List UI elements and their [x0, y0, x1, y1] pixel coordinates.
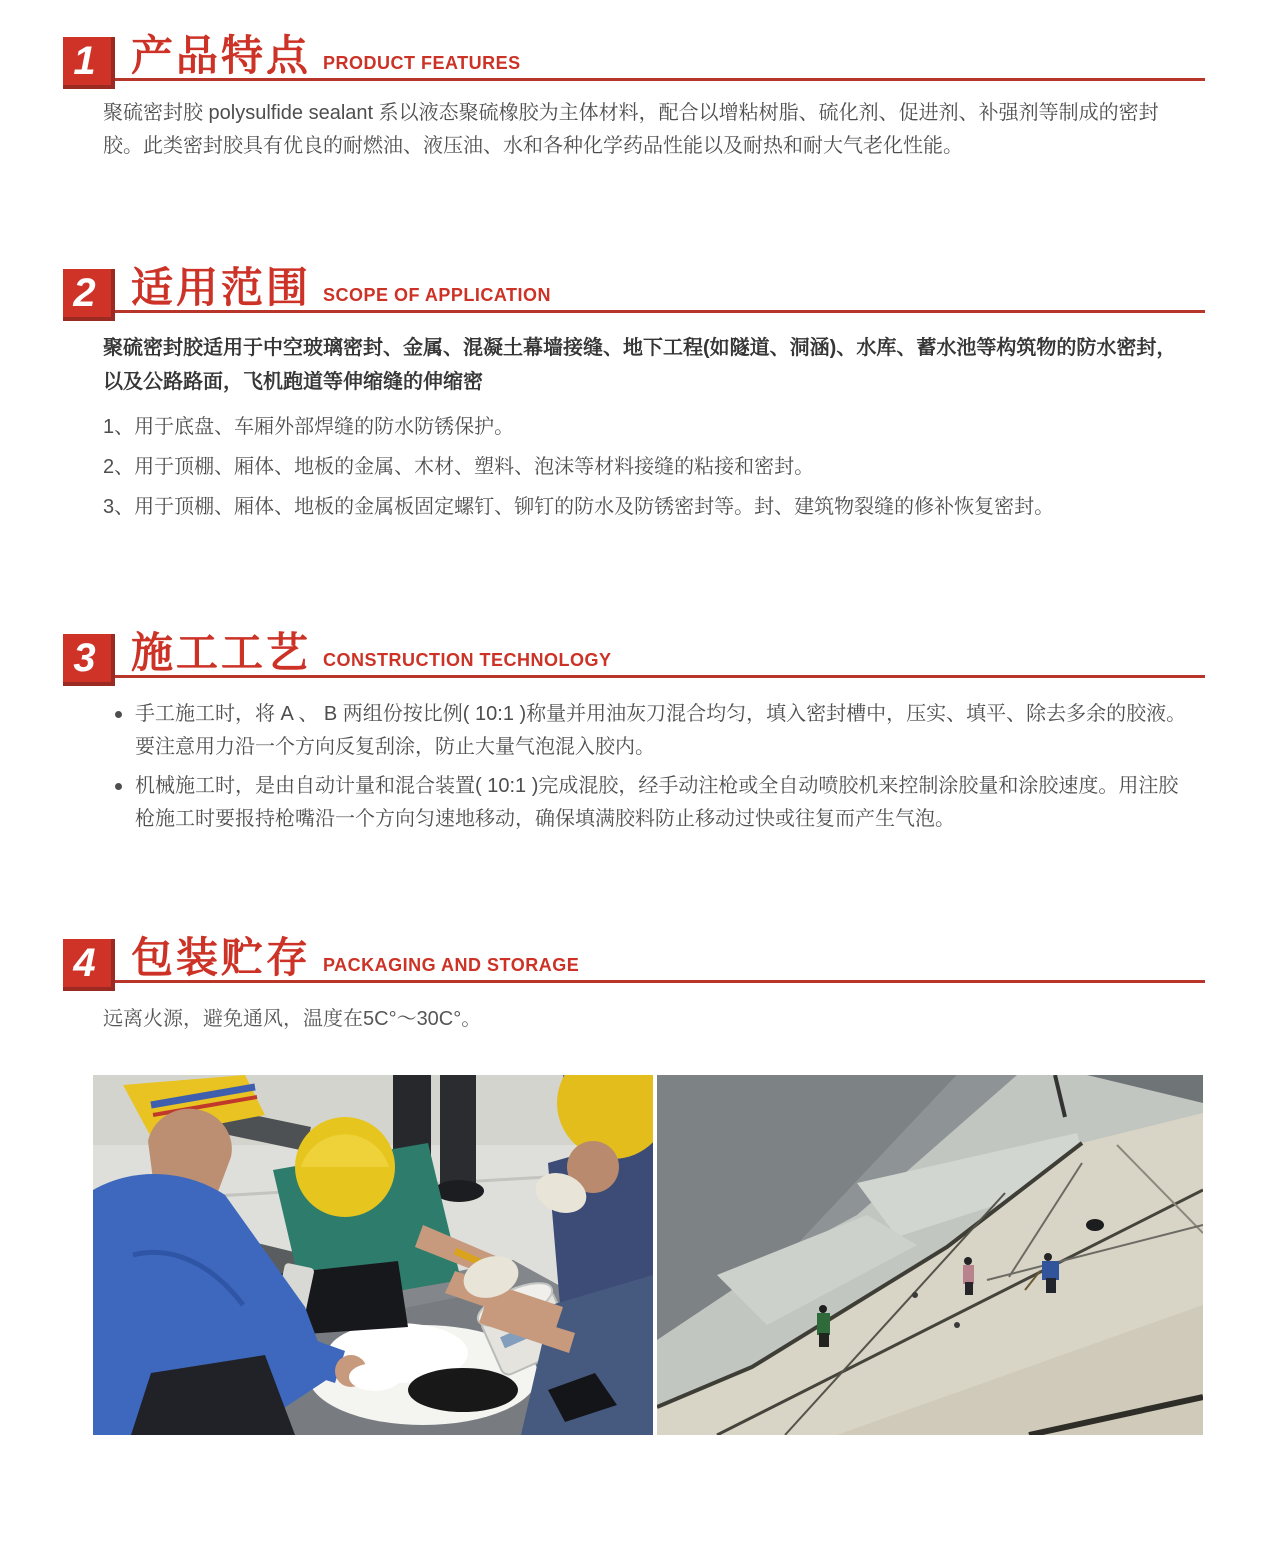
section-2-title-cn: 适用范围: [131, 264, 312, 311]
section-3-number-badge: [63, 634, 115, 686]
section-product-features: [63, 32, 1205, 163]
section-3-bullet-list: [113, 698, 1188, 836]
section-2-number-badge: [63, 269, 115, 321]
section-1-number-badge: [63, 37, 115, 89]
section-4-title-cn: 包装贮存: [131, 934, 312, 981]
concrete-slope-expansion-joints-photo: [657, 1075, 1203, 1435]
section-3-number: 3: [73, 636, 96, 680]
section-scope-of-application: [63, 264, 1205, 524]
section-4-title-en: PACKAGING AND STORAGE: [323, 955, 580, 975]
section-1-title-cn: 产品特点: [131, 32, 312, 79]
section-1-number: 1: [73, 39, 96, 83]
section-2-lead-paragraph: 聚硫密封胶适用于中空玻璃密封、金属、混凝土幕墙接缝、地下工程(如隧道、洞涵)、水库、蓄水池等构筑物的防水密封，以及公路路面，飞机跑道等伸缩缝的伸缩密: [103, 337, 1177, 393]
section-4-number: 4: [73, 941, 96, 985]
bullet-item: 手工施工时，将 A 、 B 两组份按比例( 10:1 )称量并用油灰刀混合均匀，填入密封槽中，压实、填平、除去多余的胶液。要注意用力沿一个方向反复刮涂，防止大量气泡混入胶内。: [113, 698, 1188, 764]
section-1-title-en: PRODUCT FEATURES: [323, 53, 521, 73]
brochure-page: [0, 32, 1280, 1435]
list-item: 1、用于底盘、车厢外部焊缝的防水防锈保护。: [103, 416, 515, 438]
section-2-numbered-list: [103, 411, 1188, 524]
section-construction-technology: [63, 629, 1205, 836]
section-4-paragraph: 远离火源，避免通风，温度在5C°～30C°。: [103, 1008, 482, 1030]
section-3-header: [63, 629, 1205, 680]
section-packaging-and-storage: [63, 934, 1205, 1036]
section-2-number: 2: [73, 271, 96, 315]
section-2-header: [63, 264, 1205, 315]
list-item: 2、用于顶棚、厢体、地板的金属、木材、塑料、泡沫等材料接缝的粘接和密封。: [103, 456, 815, 478]
section-2-title-en: SCOPE OF APPLICATION: [323, 285, 552, 305]
list-item: 3、用于顶棚、厢体、地板的金属板固定螺钉、铆钉的防水及防锈密封等。封、建筑物裂缝的修补恢复密封。: [103, 496, 1055, 518]
section-3-title-en: CONSTRUCTION TECHNOLOGY: [323, 650, 612, 670]
photo-row: [93, 1075, 1280, 1435]
workers-mixing-sealant-photo: [93, 1075, 653, 1435]
section-3-title-cn: 施工工艺: [131, 629, 312, 676]
section-4-header: [63, 934, 1205, 985]
section-1-header: [63, 32, 1205, 83]
bullet-item: 机械施工时，是由自动计量和混合装置( 10:1 )完成混胶，经手动注枪或全自动喷胶机来控制涂胶量和涂胶速度。用注胶枪施工时要报持枪嘴沿一个方向匀速地移动，确保填满胶料防止移动过快或往复而产生气泡。: [113, 770, 1188, 836]
section-4-number-badge: [63, 939, 115, 991]
section-1-paragraph: 聚硫密封胶 polysulfide sealant 系以液态聚硫橡胶为主体材料，配合以增粘树脂、硫化剂、促进剂、补强剂等制成的密封胶。此类密封胶具有优良的耐燃油、液压油、水和各种化学药品性能以及耐热和耐大气老化性能。: [103, 102, 1159, 157]
